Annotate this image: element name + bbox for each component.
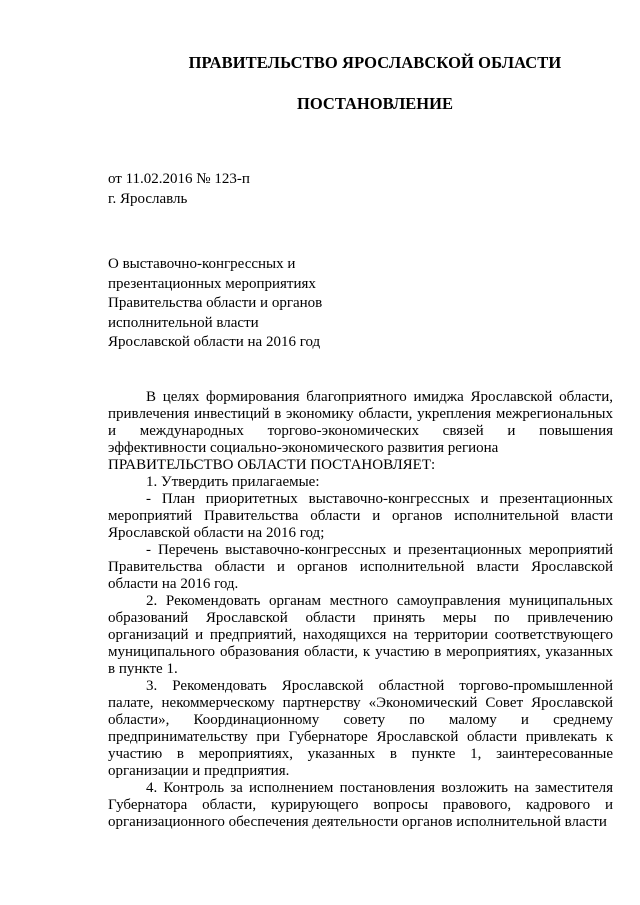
date-number: от 11.02.2016 № 123-п bbox=[108, 171, 250, 187]
paragraph-1b: - Перечень выставочно-конгрессных и презентационных мероприятий Правительства области и органов исполнительной власти Ярославской области на 2016 год. bbox=[108, 542, 613, 592]
government-title: ПРАВИТЕЛЬСТВО ЯРОСЛАВСКОЙ ОБЛАСТИ bbox=[188, 53, 562, 72]
document-body bbox=[108, 389, 613, 831]
paragraph-2: 2. Рекомендовать органам местного самоуправления муниципальных образований Ярославской области принять меры по привлечению организаций и предприятий, находящихся на территории соответствующего муниципального образования области, к участию в мероприятиях, указанных в пункте 1. bbox=[108, 593, 613, 677]
paragraph-1: 1. Утвердить прилагаемые: bbox=[146, 474, 320, 490]
document-type-title: ПОСТАНОВЛЕНИЕ bbox=[297, 94, 453, 113]
city: г. Ярославль bbox=[108, 191, 188, 207]
decree-line: ПРАВИТЕЛЬСТВО ОБЛАСТИ ПОСТАНОВЛЯЕТ: bbox=[108, 457, 436, 473]
paragraph-1a: - План приоритетных выставочно-конгрессных и презентационных мероприятий Правительства области и органов исполнительной власти Ярославской области на 2016 год; bbox=[108, 491, 613, 541]
subject-line: Ярославской области на 2016 год bbox=[108, 334, 321, 350]
document-subject bbox=[108, 255, 368, 353]
subject-line: презентационных мероприятиях bbox=[108, 275, 316, 292]
intro-paragraph: В целях формирования благоприятного имиджа Ярославской области, привлечения инвестиций в экономику области, укрепления межрегиональных и международных торгово-экономических связей и повышения эффективности социально-экономического развития региона bbox=[108, 389, 613, 456]
subject-line: исполнительной власти bbox=[108, 314, 259, 331]
paragraph-4: 4. Контроль за исполнением постановления возложить на заместителя Губернатора области, курирующего вопросы правового, кадрового и организационного обеспечения деятельности органов исполнительной власти bbox=[108, 780, 613, 830]
subject-line: О выставочно-конгрессных и bbox=[108, 256, 296, 272]
subject-line: Правительства области и органов bbox=[108, 295, 323, 311]
paragraph-3: 3. Рекомендовать Ярославской областной торгово-промышленной палате, некоммерческому партнерству «Экономический Совет Ярославской области», Координационному совету по малому и среднему предпринимательству при Губернаторе Ярославской области привлекать к участию в мероприятиях, указанных в пункте 1, заинтересованные организации и предприятия. bbox=[108, 678, 613, 779]
document-meta bbox=[108, 169, 250, 209]
